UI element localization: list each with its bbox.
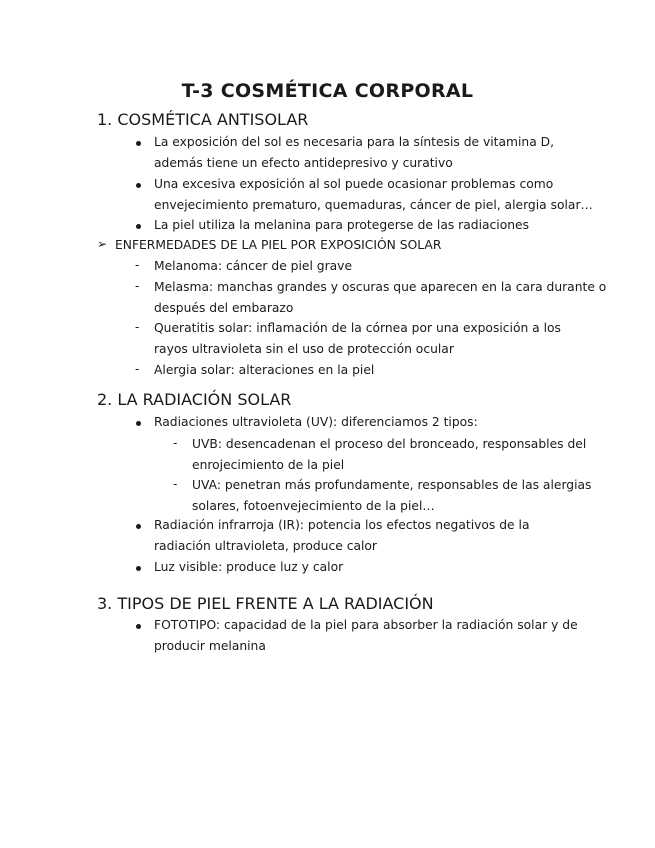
bullet-icon (136, 224, 141, 229)
section-1-heading: 1. COSMÉTICA ANTISOLAR (97, 110, 309, 129)
uva-line-2: solares, fotoenvejecimiento de la piel… (192, 499, 435, 513)
bullet-3-line-1: La piel utiliza la melanina para protegerse de las radiaciones (154, 218, 529, 232)
bullet-icon (136, 524, 141, 529)
disease-2-line-2: después del embarazo (154, 301, 294, 315)
bullet-2-line-1: Una excesiva exposición al sol puede ocasionar problemas como (154, 177, 554, 191)
arrow-icon: ➢ (97, 237, 108, 251)
bullet-icon (136, 624, 141, 629)
dash-icon: - (135, 258, 140, 272)
disease-2-line-1: Melasma: manchas grandes y oscuras que aparecen en la cara durante o (154, 280, 607, 294)
disease-1: Melanoma: cáncer de piel grave (154, 259, 353, 273)
section-3-heading: 3. TIPOS DE PIEL FRENTE A LA RADIACIÓN (97, 594, 434, 613)
dash-icon: - (173, 436, 178, 450)
disease-3-line-2: rayos ultravioleta sin el uso de protección ocular (154, 342, 454, 356)
uva-line-1: UVA: penetran más profundamente, responsables de las alergias (192, 478, 592, 492)
uvb-line-1: UVB: desencadenan el proceso del bronceado, responsables del (192, 437, 587, 451)
disease-3-line-1: Queratitis solar: inflamación de la córnea por una exposición a los (154, 321, 561, 335)
bullet-icon (136, 183, 141, 188)
fototipo-line-2: producir melanina (154, 639, 266, 653)
bullet-icon (136, 421, 141, 426)
dash-icon: - (135, 362, 140, 376)
bullet-icon (136, 566, 141, 571)
uvb-line-2: enrojecimiento de la piel (192, 458, 345, 472)
fototipo-line-1: FOTOTIPO: capacidad de la piel para absorber la radiación solar y de (154, 618, 578, 632)
ir-line-2: radiación ultravioleta, produce calor (154, 539, 377, 553)
dash-icon: - (135, 279, 140, 293)
subsection-heading: ENFERMEDADES DE LA PIEL POR EXPOSICIÓN SOLAR (115, 238, 442, 252)
bullet-2-line-2: envejecimiento prematuro, quemaduras, cáncer de piel, alergia solar… (154, 198, 593, 212)
dash-icon: - (173, 477, 178, 491)
ir-line-1: Radiación infrarroja (IR): potencia los efectos negativos de la (154, 518, 530, 532)
dash-icon: - (135, 320, 140, 334)
page-title: T-3 COSMÉTICA CORPORAL (181, 80, 474, 102)
disease-4: Alergia solar: alteraciones en la piel (154, 363, 375, 377)
bullet-1-line-2: además tiene un efecto antidepresivo y curativo (154, 156, 453, 170)
bullet-icon (136, 141, 141, 146)
visible-light: Luz visible: produce luz y calor (154, 560, 344, 574)
uv-bullet: Radiaciones ultravioleta (UV): diferenciamos 2 tipos: (154, 415, 478, 429)
bullet-1-line-1: La exposición del sol es necesaria para la síntesis de vitamina D, (154, 135, 555, 149)
section-2-heading: 2. LA RADIACIÓN SOLAR (97, 390, 292, 409)
